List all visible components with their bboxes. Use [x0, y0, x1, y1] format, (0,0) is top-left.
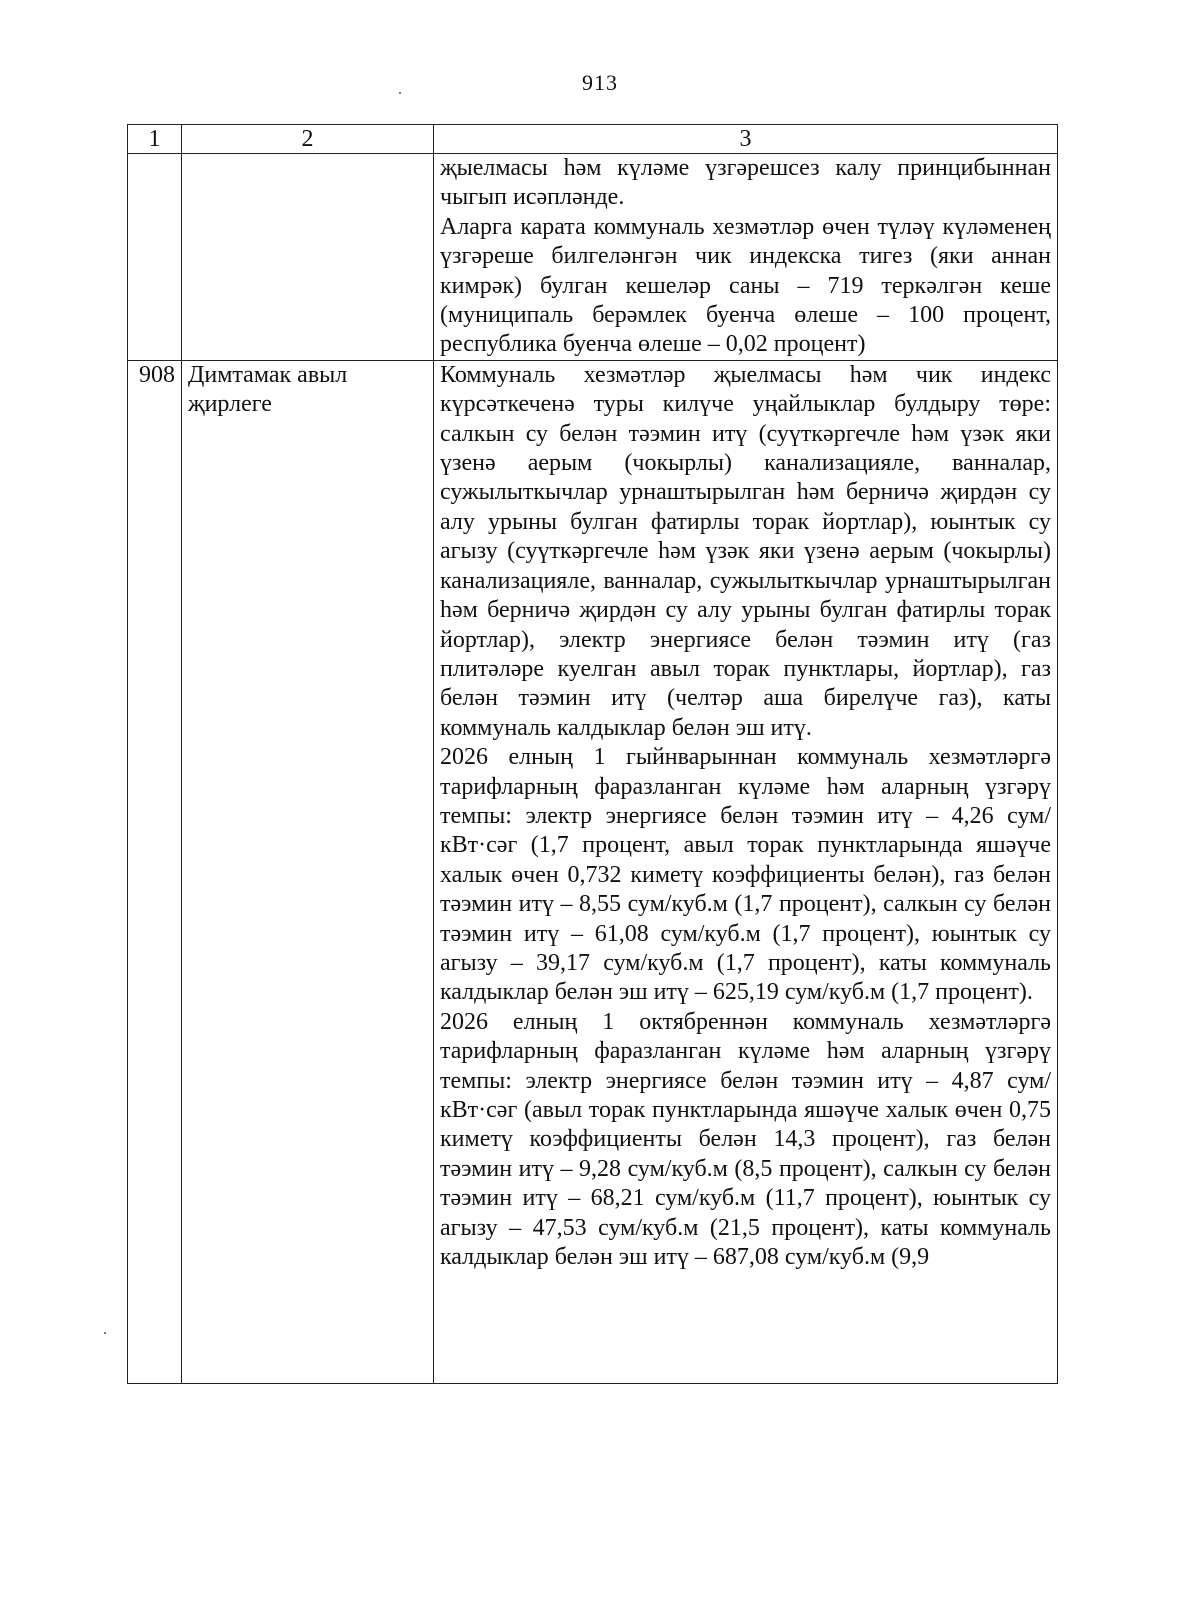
description-cell [434, 154, 1058, 361]
page-number: 913 [582, 70, 618, 95]
description-paragraph: 2026 елның 1 гыйнварыннан коммуналь хезмәтләргә тарифларның фаразланган күләме һәм аларның үзгәрү темпы: электр энергиясе белән тәэмин итү – 4,26 сум/кВт·сәг (1,7 процент, авыл торак пунктларында яшәүче халык өчен 0,732 киметү коэффициенты белән), газ белән тәэмин итү – 8,55 сум/куб.м (1,7 процент), салкын су белән тәэмин итү – 61,08 сум/куб.м (1,7 процент), юынтык су агызу – 39,17 сум/куб.м (1,7 процент), каты коммуналь калдыклар белән эш итү – 625,19 сум/куб.м (1,7 процент). [440, 744, 1051, 1006]
header-row [128, 125, 1058, 154]
row-number-cell: 908 [128, 360, 182, 1383]
column-header-3: 3 [434, 125, 1058, 154]
document-table [127, 124, 1058, 1384]
table-row [128, 154, 1058, 361]
description-cell [434, 360, 1058, 1383]
description-paragraph: 2026 елның 1 октябреннән коммуналь хезмәтләргә тарифларның фаразланган күләме һәм аларның үзгәрү темпы: электр энергиясе белән тәэмин итү – 4,87 сум/кВт·сәг (авыл торак пунктларында яшәүче халык өчен 0,75 киметү коэффициенты белән 14,3 процент), газ белән тәэмин итү – 9,28 сум/куб.м (8,5 процент), салкын су белән тәэмин итү – 68,21 сум/куб.м (11,7 процент), юынтык су агызу – 47,53 сум/куб.м (21,5 процент), каты коммуналь калдыклар белән эш итү – 687,08 сум/куб.м (9,9 [440, 1008, 1051, 1271]
table-row [128, 360, 1058, 1383]
description-paragraph: Аларга карата коммуналь хезмәтләр өчен түләү күләменең үзгәреше билгеләнгән чик индекска тигез (яки аннан кимрәк) булган кешеләр саны – 719 теркәлгән кеше (муниципаль берәмлек буенча өлеше – 100 процент, республика буенча өлеше – 0,02 процент) [440, 213, 1051, 358]
settlement-name-cell [182, 154, 434, 361]
settlement-name-cell: Димтамак авыл җирлеге [182, 360, 434, 1383]
scan-speck [104, 1332, 106, 1334]
description-paragraph: җыелмасы һәм күләме үзгәрешсез калу принцибыннан чыгып исәпләнде. [440, 155, 1051, 211]
row-number-cell [128, 154, 182, 361]
scan-speck [399, 92, 401, 94]
column-header-2: 2 [182, 125, 434, 154]
column-header-1: 1 [128, 125, 182, 154]
description-paragraph: Коммуналь хезмәтләр җыелмасы һәм чик индекс күрсәткеченә туры килүче уңайлыклар булдыру төре: салкын су белән тәэмин итү (суүткәргечле һәм үзәк яки үзенә аерым (чокырлы) канализацияле, ванналар, сужылыткычлар урнаштырылган һәм берничә җирдән су алу урыны булган фатирлы торак йортлар), юынтык су агызу (суүткәргечле һәм үзәк яки үзенә аерым (чокырлы) канализацияле, ванналар, сужылыткычлар урнаштырылган һәм берничә җирдән су алу урыны булган фатирлы торак йортлар), электр энергиясе белән тәэмин итү (газ плитәләре куелган авыл торак пунктлары, йортлар), газ белән тәэмин итү (челтәр аша бирелүче газ), каты коммуналь калдыклар белән эш итү. [440, 361, 1051, 741]
